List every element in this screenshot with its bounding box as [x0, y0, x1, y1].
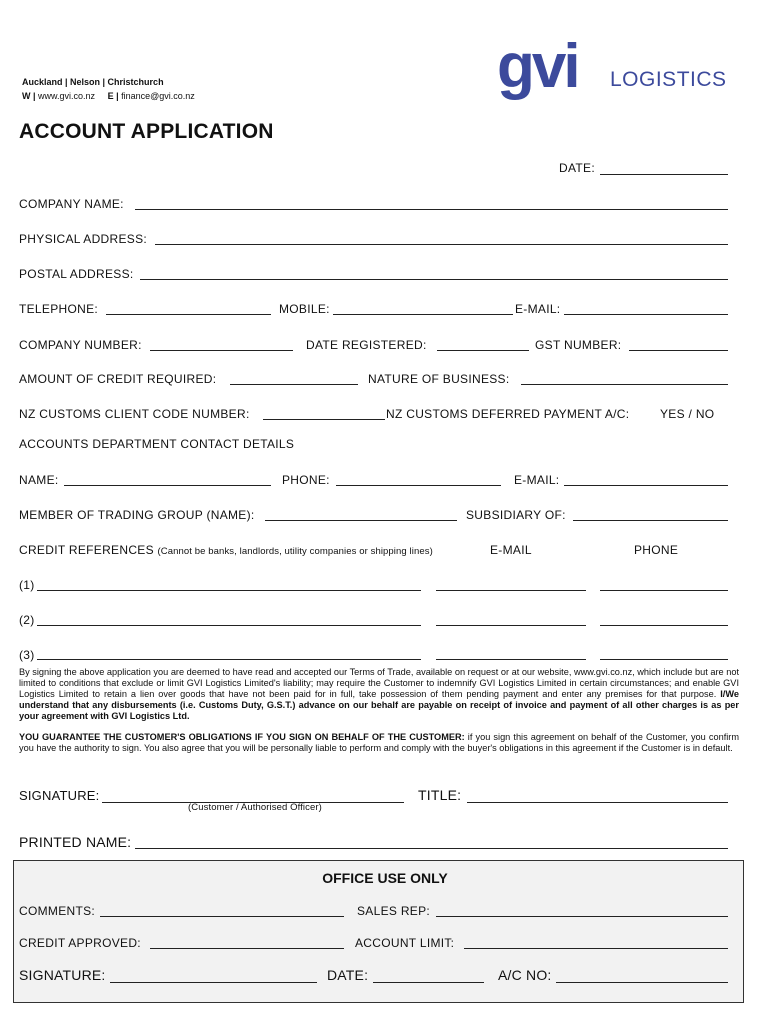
credit-approved-field[interactable] [150, 948, 344, 949]
company-name-label: COMPANY NAME: [19, 197, 124, 211]
contact-email-label: E-MAIL: [514, 473, 560, 487]
date-label: DATE: [559, 161, 595, 175]
title-field[interactable] [467, 802, 728, 803]
customs-deferred-label: NZ CUSTOMS DEFERRED PAYMENT A/C: [386, 407, 630, 421]
sales-rep-label: SALES REP: [357, 904, 431, 918]
telephone-label: TELEPHONE: [19, 302, 99, 316]
printed-name-field[interactable] [135, 848, 728, 849]
accounts-section-heading: ACCOUNTS DEPARTMENT CONTACT DETAILS [19, 437, 295, 451]
office-date-label: DATE: [327, 967, 369, 983]
ref-email-column: E-MAIL [490, 543, 532, 557]
gst-number-field[interactable] [629, 350, 728, 351]
gst-number-label: GST NUMBER: [535, 338, 622, 352]
account-limit-label: ACCOUNT LIMIT: [355, 936, 455, 950]
trading-group-label: MEMBER OF TRADING GROUP (NAME): [19, 508, 255, 522]
comments-field[interactable] [100, 916, 344, 917]
date-registered-label: DATE REGISTERED: [306, 338, 427, 352]
account-number-field[interactable] [556, 982, 728, 983]
terms-paragraph: By signing the above application you are deemed to have read and accepted our Terms of Trade, available on request or at our website, www.gvi.co.nz, which include but are not limited to conditions that exclude or limit GVI Logistics Limited's liability; may require the Customer to indemnify GVI Logistics Limited in certain circumstances; and enable GVI Logistics Limited to retain a lien over goods that have not been paid for in full, take possession of them pending payment and enter any premises for that purpose. I/We understand that any disbursements (i.e. Customs Duty, G.S.T.) advance on our behalf are payable on receipt of invoice and payment of all other charges is as per your agreement with GVI Logistics Ltd. [19, 667, 739, 721]
credit-references-label: CREDIT REFERENCES (Cannot be banks, landlords, utility companies or shipping lines) [19, 543, 433, 557]
title-label: TITLE: [418, 787, 462, 803]
ref2-phone-field[interactable] [600, 625, 728, 626]
date-field[interactable] [600, 174, 728, 175]
postal-address-label: POSTAL ADDRESS: [19, 267, 134, 281]
email-label: E-MAIL: [515, 302, 561, 316]
physical-address-label: PHYSICAL ADDRESS: [19, 232, 148, 246]
customs-code-field[interactable] [263, 419, 385, 420]
postal-address-field[interactable] [140, 279, 728, 280]
trading-group-field[interactable] [265, 520, 457, 521]
office-date-field[interactable] [373, 982, 484, 983]
account-number-label: A/C NO: [498, 967, 552, 983]
nature-of-business-label: NATURE OF BUSINESS: [368, 372, 510, 386]
ref3-email-field[interactable] [436, 659, 586, 660]
page-title: ACCOUNT APPLICATION [19, 120, 274, 143]
signature-note: (Customer / Authorised Officer) [188, 802, 322, 813]
office-locations: Auckland | Nelson | Christchurch [22, 77, 164, 87]
mobile-label: MOBILE: [279, 302, 330, 316]
ref1-name-field[interactable] [37, 590, 421, 591]
ref1-label: (1) [19, 578, 35, 592]
comments-label: COMMENTS: [19, 904, 96, 918]
contact-phone-label: PHONE: [282, 473, 330, 487]
company-name-field[interactable] [135, 209, 728, 210]
contact-phone-field[interactable] [336, 485, 501, 486]
disbursements-statement: I/We understand that any disbursements (i.e. Customs Duty, G.S.T.) advance on our behalf are payable on receipt of invoice and payment of all other charges is as per your agreement with GVI Logistics Ltd. [19, 689, 739, 721]
subsidiary-label: SUBSIDIARY OF: [466, 508, 566, 522]
credit-amount-field[interactable] [230, 384, 358, 385]
nature-of-business-field[interactable] [521, 384, 728, 385]
logo-wordmark: LOGISTICS [610, 68, 727, 91]
credit-references-note: (Cannot be banks, landlords, utility companies or shipping lines) [157, 546, 433, 557]
yes-no-option[interactable]: YES / NO [660, 407, 715, 421]
office-signature-label: SIGNATURE: [19, 967, 106, 983]
contact-name-label: NAME: [19, 473, 59, 487]
guarantee-heading: YOU GUARANTEE THE CUSTOMER'S OBLIGATIONS IF YOU SIGN ON BEHALF OF THE CUSTOMER: [19, 732, 465, 742]
physical-address-field[interactable] [155, 244, 728, 245]
ref2-email-field[interactable] [436, 625, 586, 626]
gvi-logistics-logo [497, 32, 578, 101]
web-prefix: W | [22, 91, 36, 101]
ref2-label: (2) [19, 613, 35, 627]
sales-rep-field[interactable] [436, 916, 728, 917]
finance-email-link[interactable]: finance@gvi.co.nz [121, 91, 195, 101]
printed-name-label: PRINTED NAME: [19, 834, 132, 850]
ref-phone-column: PHONE [634, 543, 679, 557]
credit-approved-label: CREDIT APPROVED: [19, 936, 141, 950]
email-prefix: E | [107, 91, 119, 101]
office-use-heading: OFFICE USE ONLY [322, 870, 448, 886]
telephone-field[interactable] [106, 314, 271, 315]
contact-name-field[interactable] [64, 485, 271, 486]
mobile-field[interactable] [333, 314, 513, 315]
company-number-label: COMPANY NUMBER: [19, 338, 142, 352]
subsidiary-field[interactable] [573, 520, 728, 521]
date-registered-field[interactable] [437, 350, 529, 351]
ref1-email-field[interactable] [436, 590, 586, 591]
ref3-label: (3) [19, 648, 35, 662]
office-signature-field[interactable] [110, 982, 317, 983]
customs-code-label: NZ CUSTOMS CLIENT CODE NUMBER: [19, 407, 250, 421]
company-number-field[interactable] [150, 350, 293, 351]
email-field[interactable] [564, 314, 728, 315]
contact-email-field[interactable] [564, 485, 728, 486]
guarantee-paragraph: YOU GUARANTEE THE CUSTOMER'S OBLIGATIONS IF YOU SIGN ON BEHALF OF THE CUSTOMER: if you sign this agreement on behalf of the Customer, you confirm you have the authority to sign. You also agree that you will be personally liable to perform and comply with the buyer's obligations in this agreement if the Customer is in default. [19, 732, 740, 753]
ref1-phone-field[interactable] [600, 590, 728, 591]
website-link[interactable]: www.gvi.co.nz [38, 91, 96, 101]
account-limit-field[interactable] [464, 948, 728, 949]
contact-line [22, 91, 195, 101]
logo-mark: gvi [497, 32, 578, 101]
ref2-name-field[interactable] [37, 625, 421, 626]
credit-amount-label: AMOUNT OF CREDIT REQUIRED: [19, 372, 217, 386]
ref3-phone-field[interactable] [600, 659, 728, 660]
ref3-name-field[interactable] [37, 659, 421, 660]
signature-label: SIGNATURE: [19, 788, 100, 803]
